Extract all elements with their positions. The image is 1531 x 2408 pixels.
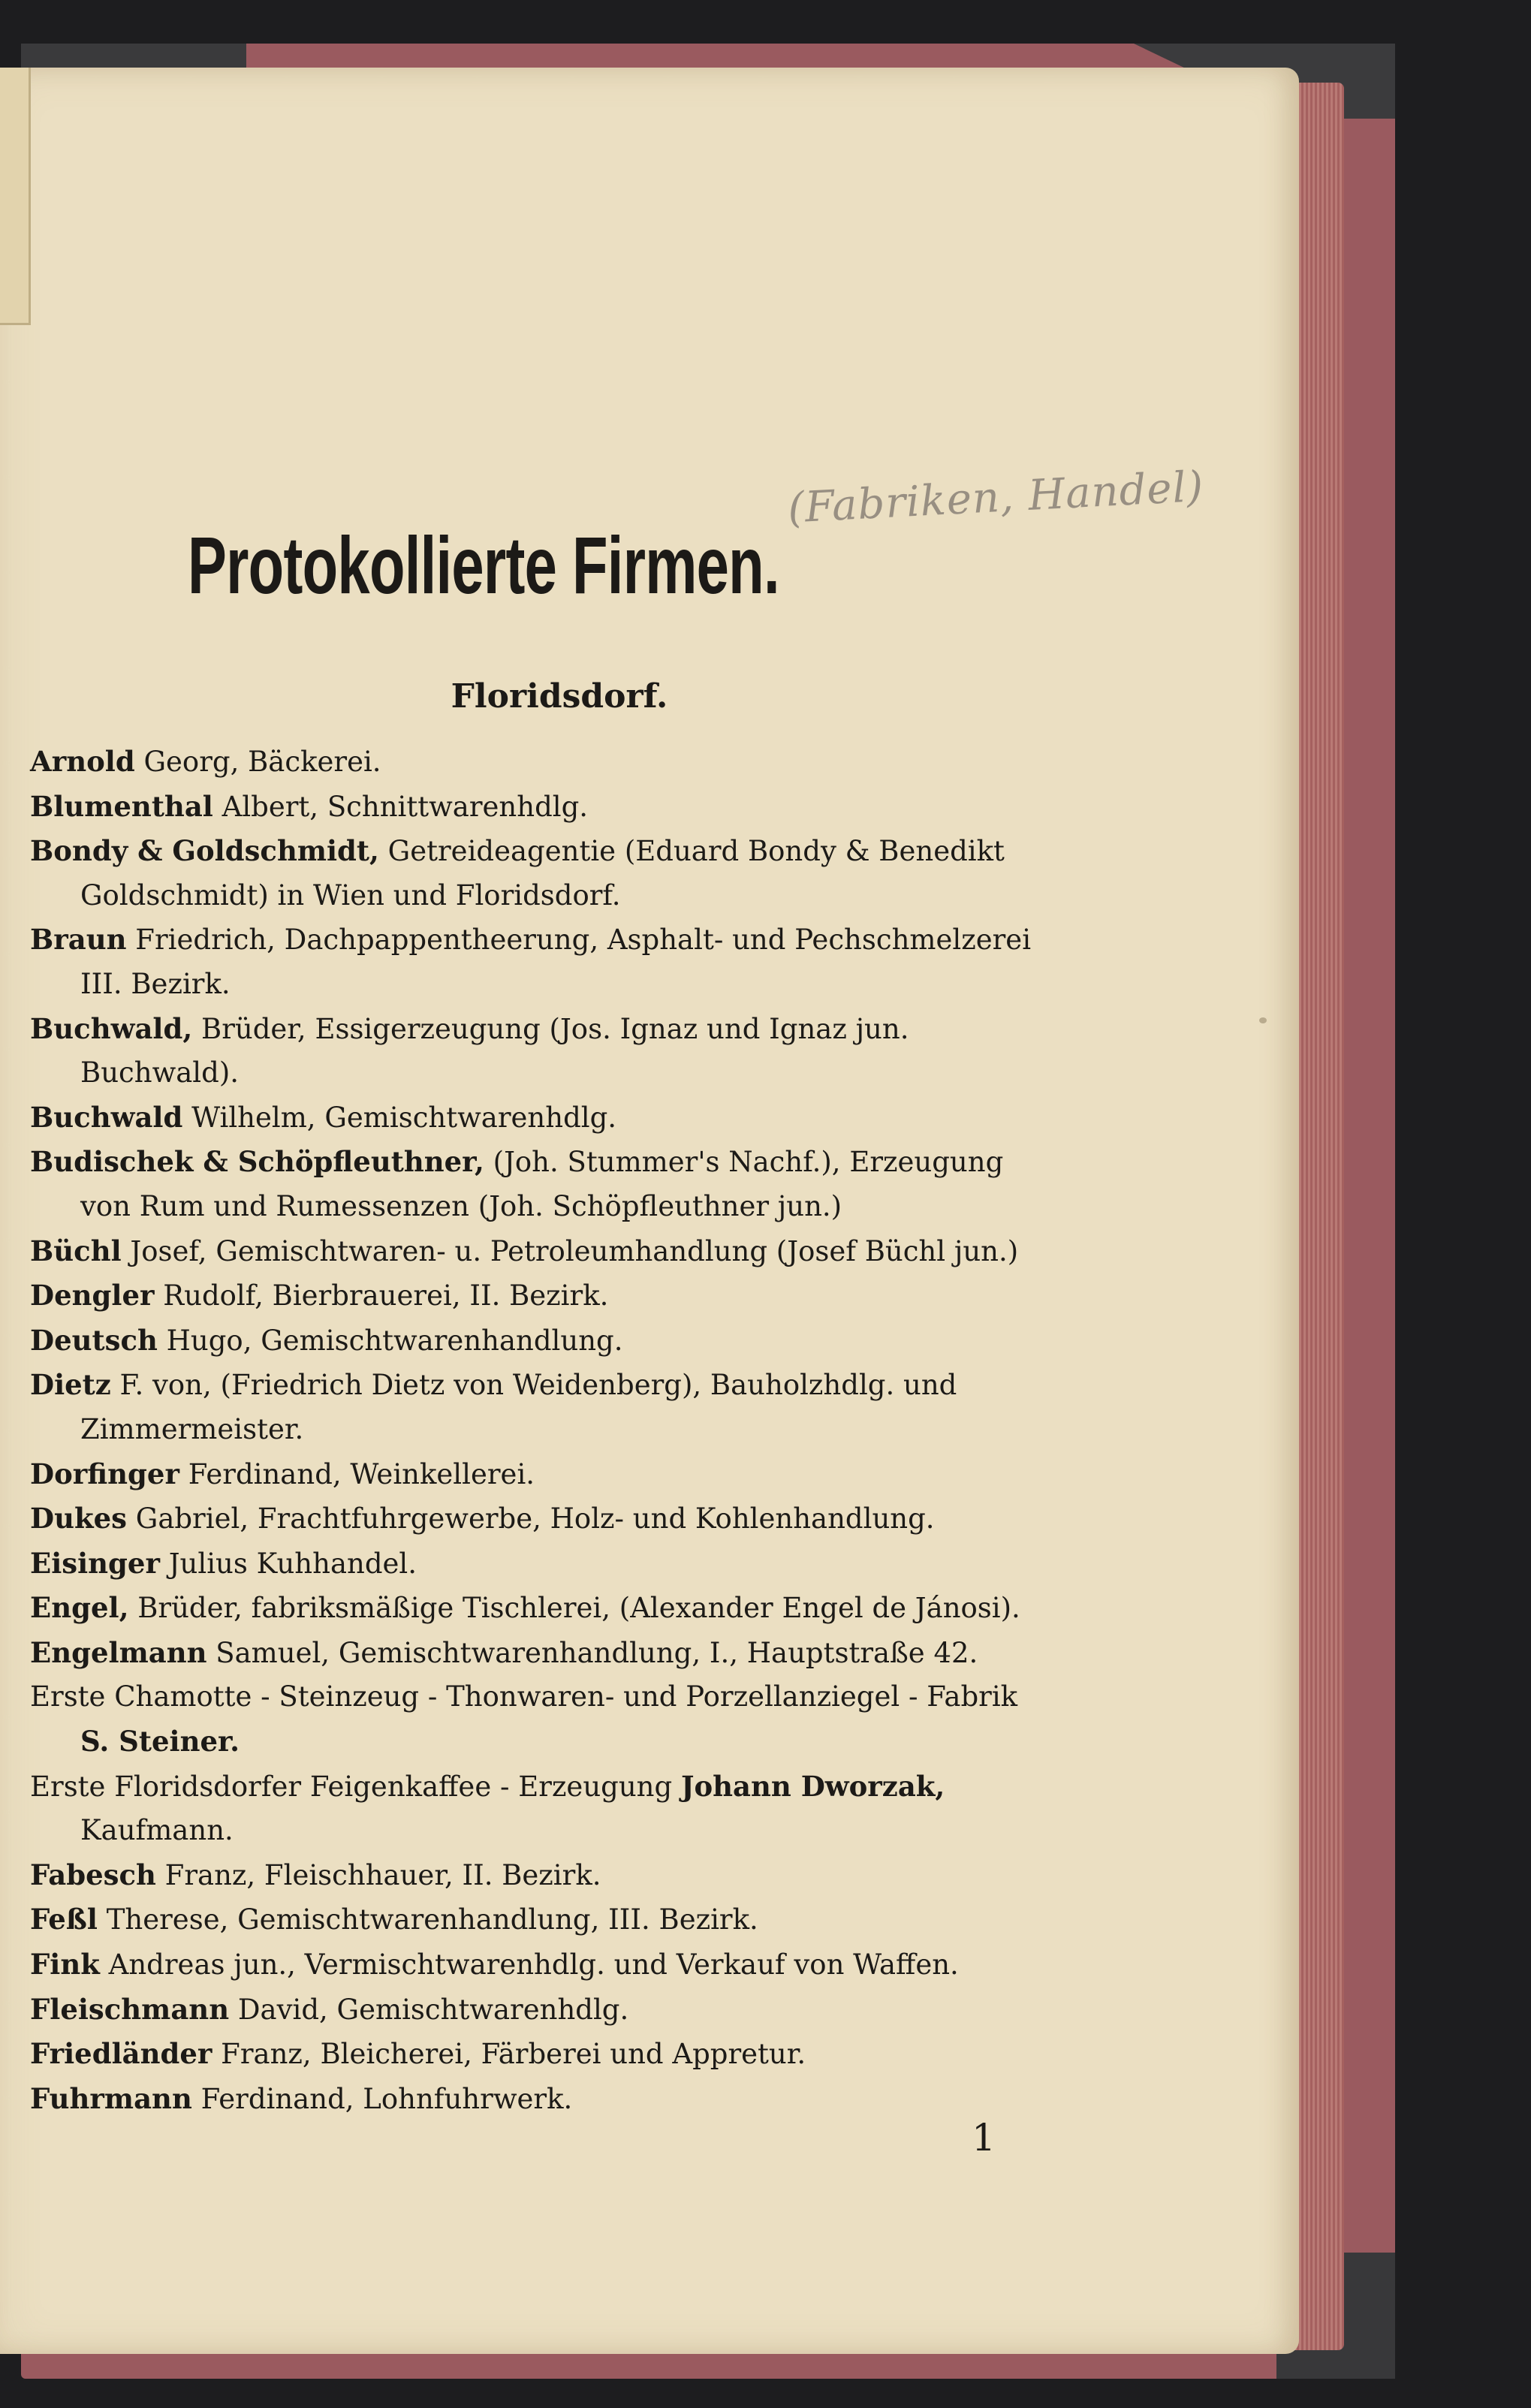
firm-name: Fuhrmann (30, 2081, 192, 2115)
firm-entry-line (30, 1853, 1111, 1898)
paper-speck (1259, 1017, 1267, 1023)
firm-entry (30, 1853, 1111, 1898)
firm-details: Hugo, Gemischtwarenhandlung. (157, 1324, 623, 1357)
page-title: Protokollierte Firmen. (188, 520, 779, 610)
firm-details: Samuel, Gemischtwarenhandlung, I., Hauptstraße 42. (206, 1636, 978, 1669)
firm-entry (30, 1452, 1111, 1497)
firm-name: S. Steiner. (80, 1725, 240, 1759)
firm-entry (30, 785, 1111, 830)
firm-details: Georg, Bäckerei. (134, 746, 381, 778)
firm-entry-line (30, 1140, 1111, 1185)
firm-entry-line (30, 1765, 1111, 1810)
firm-name: Friedländer (30, 2037, 212, 2071)
firm-details: Albert, Schnittwarenhdlg. (212, 790, 589, 823)
firm-details: Ferdinand, Weinkellerei. (179, 1457, 535, 1490)
firm-entry (30, 1675, 1111, 1764)
firm-entry (30, 1319, 1111, 1364)
firm-details: Wilhelm, Gemischtwarenhdlg. (182, 1101, 617, 1134)
firm-entry (30, 1942, 1111, 1988)
firm-name: Feßl (30, 1903, 98, 1936)
firm-details: von Rum und Rumessenzen (Joh. Schöpfleuthner jun.) (80, 1189, 842, 1222)
firm-entry (30, 1140, 1111, 1228)
section-heading: Floridsdorf. (451, 677, 668, 716)
firm-entry (30, 1007, 1111, 1096)
firm-entry-continuation (30, 1408, 1111, 1452)
firm-entry-line (30, 2077, 1111, 2122)
firm-entry-line (30, 1988, 1111, 2033)
firm-entry-continuation (30, 963, 1111, 1007)
firm-name: Engelmann (30, 1635, 207, 1669)
firm-details: Getreideagentie (Eduard Bondy & Benedikt (378, 835, 1005, 868)
firm-list (30, 740, 1111, 2121)
firm-entry-line (30, 1942, 1111, 1988)
firm-entry-line (30, 785, 1111, 830)
firm-entry-line (30, 1007, 1111, 1052)
firm-details: Erste Floridsdorfer Feigenkaffee - Erzeugung (30, 1770, 681, 1803)
firm-entry (30, 1096, 1111, 1141)
firm-entry (30, 1765, 1111, 1853)
firm-entry (30, 1897, 1111, 1942)
firm-name: Dietz (30, 1368, 111, 1402)
firm-name: Fabesch (30, 1858, 156, 1891)
firm-details: F. von, (Friedrich Dietz von Weidenberg), Bauholzhdlg. und (110, 1369, 957, 1402)
firm-entry (30, 829, 1111, 918)
firm-name: Dengler (30, 1279, 155, 1312)
firm-details: Andreas jun., Vermischtwarenhdlg. und Verkauf von Waffen. (99, 1948, 959, 1982)
firm-entry (30, 1988, 1111, 2033)
firm-entry-line (30, 1542, 1111, 1587)
firm-entry (30, 1229, 1111, 1274)
firm-details: Therese, Gemischtwarenhandlung, III. Bezirk. (97, 1903, 758, 1936)
firm-details: Goldschmidt) in Wien und Floridsdorf. (80, 879, 621, 912)
firm-details: Franz, Fleischhauer, II. Bezirk. (155, 1858, 601, 1891)
firm-details: Buchwald). (80, 1056, 240, 1089)
firm-entry (30, 918, 1111, 1006)
firm-name: Dukes (30, 1502, 127, 1536)
firm-name: Braun (30, 923, 127, 957)
firm-entry-line (30, 1452, 1111, 1497)
firm-entry-line (30, 1496, 1111, 1542)
firm-details: Gabriel, Frachtfuhrgewerbe, Holz- und Kohlenhandlung. (127, 1502, 935, 1536)
firm-details: Ferdinand, Lohnfuhrwerk. (191, 2082, 573, 2115)
paper-tab-strip (0, 68, 31, 325)
firm-details: Erste Chamotte - Steinzeug - Thonwaren- und Porzellanziegel - Fabrik (30, 1680, 1018, 1713)
firm-entry-line (30, 740, 1111, 785)
firm-details: Zimmermeister. (80, 1412, 304, 1445)
firm-entry-line (30, 918, 1111, 963)
firm-entry-line (30, 1363, 1111, 1408)
firm-name: Blumenthal (30, 789, 213, 823)
firm-name: Engel, (30, 1591, 129, 1625)
firm-entry-continuation (30, 1185, 1111, 1229)
firm-entry (30, 1586, 1111, 1631)
firm-entry-line (30, 1229, 1111, 1274)
firm-name: Deutsch (30, 1323, 158, 1357)
firm-name: Dorfinger (30, 1457, 179, 1490)
firm-entry-line (30, 1631, 1111, 1676)
firm-entry-line (30, 2032, 1111, 2077)
firm-name: Fink (30, 1948, 100, 1982)
firm-entry (30, 1496, 1111, 1542)
firm-entry-line (30, 1273, 1111, 1319)
firm-entry (30, 2032, 1111, 2077)
firm-entry-line (30, 1096, 1111, 1141)
firm-entry-line (30, 1319, 1111, 1364)
handwritten-note: (Fabriken, Handel) (786, 462, 1205, 533)
firm-details: III. Bezirk. (80, 967, 231, 1000)
firm-details: Brüder, fabriksmäßige Tischlerei, (Alexander Engel de Jánosi). (128, 1592, 1020, 1625)
firm-entry (30, 1542, 1111, 1587)
firm-details: Julius Kuhhandel. (159, 1547, 417, 1580)
firm-details: Kaufmann. (80, 1814, 234, 1847)
firm-entry-line (30, 1586, 1111, 1631)
page-number: 1 (972, 2116, 996, 2159)
firm-entry-continuation (30, 1051, 1111, 1096)
firm-details: Brüder, Essigerzeugung (Jos. Ignaz und Ignaz jun. (192, 1012, 909, 1045)
firm-entry (30, 1631, 1111, 1676)
firm-details: Friedrich, Dachpappentheerung, Asphalt- und Pechschmelzerei (126, 924, 1032, 957)
firm-name: Buchwald, (30, 1011, 193, 1045)
firm-details: Franz, Bleicherei, Färberei und Appretur. (212, 2038, 806, 2071)
firm-details: Rudolf, Bierbrauerei, II. Bezirk. (154, 1279, 609, 1312)
firm-entry-line (30, 1897, 1111, 1942)
firm-entry-continuation (30, 874, 1111, 918)
firm-details: Josef, Gemischtwaren- u. Petroleumhandlung (Josef Büchl jun.) (121, 1234, 1019, 1267)
firm-entry-continuation (30, 1809, 1111, 1853)
firm-name: Budischek & Schöpfleuthner, (30, 1145, 484, 1179)
firm-entry-line (30, 1675, 1111, 1719)
firm-entry (30, 740, 1111, 785)
firm-name: Arnold (30, 745, 135, 778)
firm-entry-continuation (30, 1719, 1111, 1765)
firm-details: David, Gemischtwarenhdlg. (229, 1993, 629, 2026)
firm-name: Johann Dworzak, (680, 1769, 945, 1803)
firm-name: Buchwald (30, 1100, 183, 1134)
firm-details: (Joh. Stummer's Nachf.), Erzeugung (484, 1146, 1004, 1179)
firm-name: Bondy & Goldschmidt, (30, 834, 379, 868)
firm-entry (30, 2077, 1111, 2122)
firm-entry-line (30, 829, 1111, 874)
firm-name: Fleischmann (30, 1992, 230, 2026)
firm-name: Büchl (30, 1234, 122, 1267)
firm-name: Eisinger (30, 1546, 160, 1580)
firm-entry (30, 1363, 1111, 1451)
firm-entry (30, 1273, 1111, 1319)
